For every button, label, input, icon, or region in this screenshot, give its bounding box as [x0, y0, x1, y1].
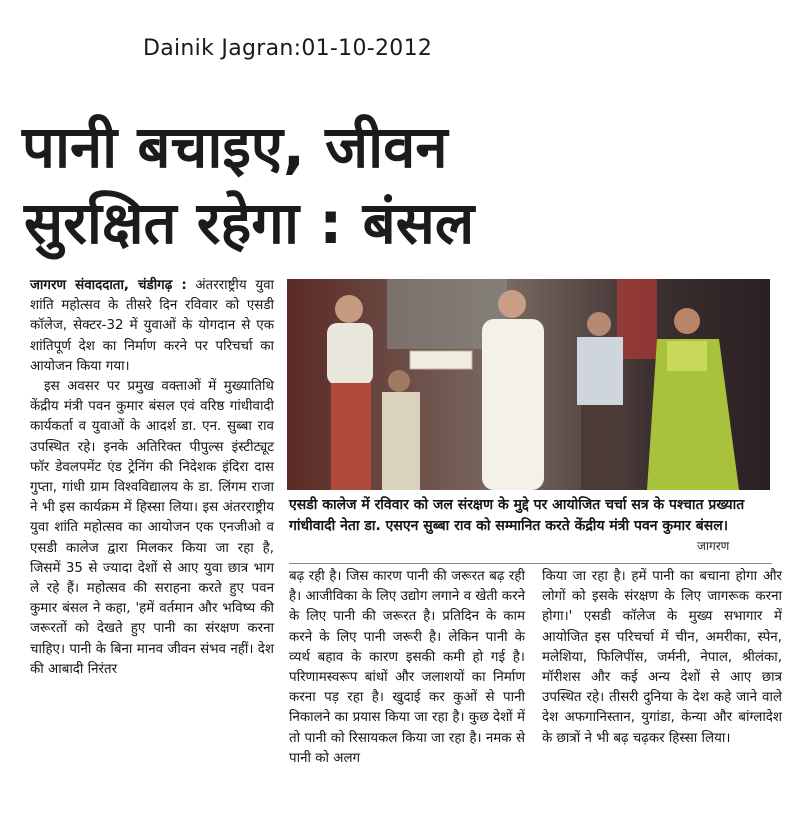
source-date-label: Dainik Jagran:01-10-2012	[143, 36, 433, 61]
photo-caption: एसडी कालेज में रविवार को जल संरक्षण के मुद्दे पर आयोजित चर्चा सत्र के पश्चात प्रख्यात गांधीवादी नेता डा. एसएन सुब्बा राव को सम्मानित करते केंद्रीय मंत्री पवन कुमार बंसल।	[289, 497, 745, 534]
article-column-3	[542, 567, 782, 749]
caption-divider	[289, 563, 772, 564]
article-paragraph-2: इस अवसर पर प्रमुख वक्ताओं में मुख्यातिथि केंद्रीय मंत्री पवन कुमार बंसल एवं वरिष्ठ गांधीवादी कार्यकर्ता व युवाओं के आदर्श डा. एन. सुब्बा राव उपस्थित रहे। इनके अतिरिक्त पीपुल्स इंस्टीट्यूट फॉर डेवलपमेंट एंड ट्रेनिंग की निदेशक इंदिरा दास गुप्ता, गांधी ग्राम विश्वविद्यालय के डा. लिंगम राजा ने भी इस कार्यक्रम में हिस्सा लिया। इस अंतरराष्ट्रीय युवा शांति महोत्सव का आयोजन एक एनजीओ व एसडी कालेज द्वारा मिलकर किया जा रहा है, जिसमें 35 से ज्यादा देशों से आए युवा छात्र भाग ले रहे हैं। महोत्सव की सराहना करते हुए पवन कुमार बंसल ने कहा, 'हमें वर्तमान और भविष्य की जरूरतों को देखते हुए पानी का संरक्षण करना चाहिए। पानी के बिना मानव जीवन संभव नहीं। देश की आबादी निरंतर	[30, 379, 274, 677]
article-column-2-text: बढ़ रही है। जिस कारण पानी की जरूरत बढ़ रही है। आजीविका के लिए उद्योग लगाने व खेती करने के लिए पानी की जरूरत है। प्रतिदिन के काम करने के लिए पानी जरूरी है। लेकिन पानी के व्यर्थ बहाव के कारण इसकी कमी हो गई है। परिणामस्वरूप बांधों और जलाशयों का निर्माण करना पड़ रहा है। खुदाई कर कुओं से पानी निकालने का प्रयास किया जा रहा है। कुछ देशों में तो पानी को रिसायकल किया जा रहा है। नमक से पानी को अलग	[289, 569, 525, 766]
byline: जागरण संवाददाता, चंडीगढ़ :	[30, 278, 187, 293]
news-photo-image	[287, 279, 770, 490]
news-photo	[287, 279, 770, 490]
article-paragraph-1	[30, 276, 274, 377]
article-column-1	[30, 276, 274, 680]
article-paragraph-1-text: अंतरराष्ट्रीय युवा शांति महोत्सव के तीसरे दिन रविवार को एसडी कॉलेज, सेक्टर-32 में युवाओं के योगदान से एक शांतिपूर्ण देश का निर्माण करने पर परिचर्चा का आयोजन किया गया।	[30, 278, 274, 374]
photo-credit: जागरण	[697, 539, 730, 553]
headline-line-2: सुरक्षित रहेगा : बंसल	[24, 189, 475, 257]
headline-line-1: पानी बचाइए, जीवन	[22, 113, 448, 181]
article-column-3-text: किया जा रहा है। हमें पानी का बचाना होगा और लोगों को इसके संरक्षण के लिए जागरूक करना होगा।' एसडी कॉलेज के मुख्य सभागार में आयोजित इस परिचर्चा में चीन, अमरीका, स्पेन, मलेशिया, फिलिपींस, जर्मनी, नेपाल, श्रीलंका, मॉरीशस और कई अन्य देशों से आए छात्र उपस्थित रहे। तीसरी दुनिया के देश कहे जाने वाले देश अफगानिस्तान, युगांडा, केन्या और बांग्लादेश के छात्रों ने भी बढ़ चढ़कर हिस्सा लिया।	[542, 569, 782, 746]
article-column-2	[289, 567, 525, 769]
